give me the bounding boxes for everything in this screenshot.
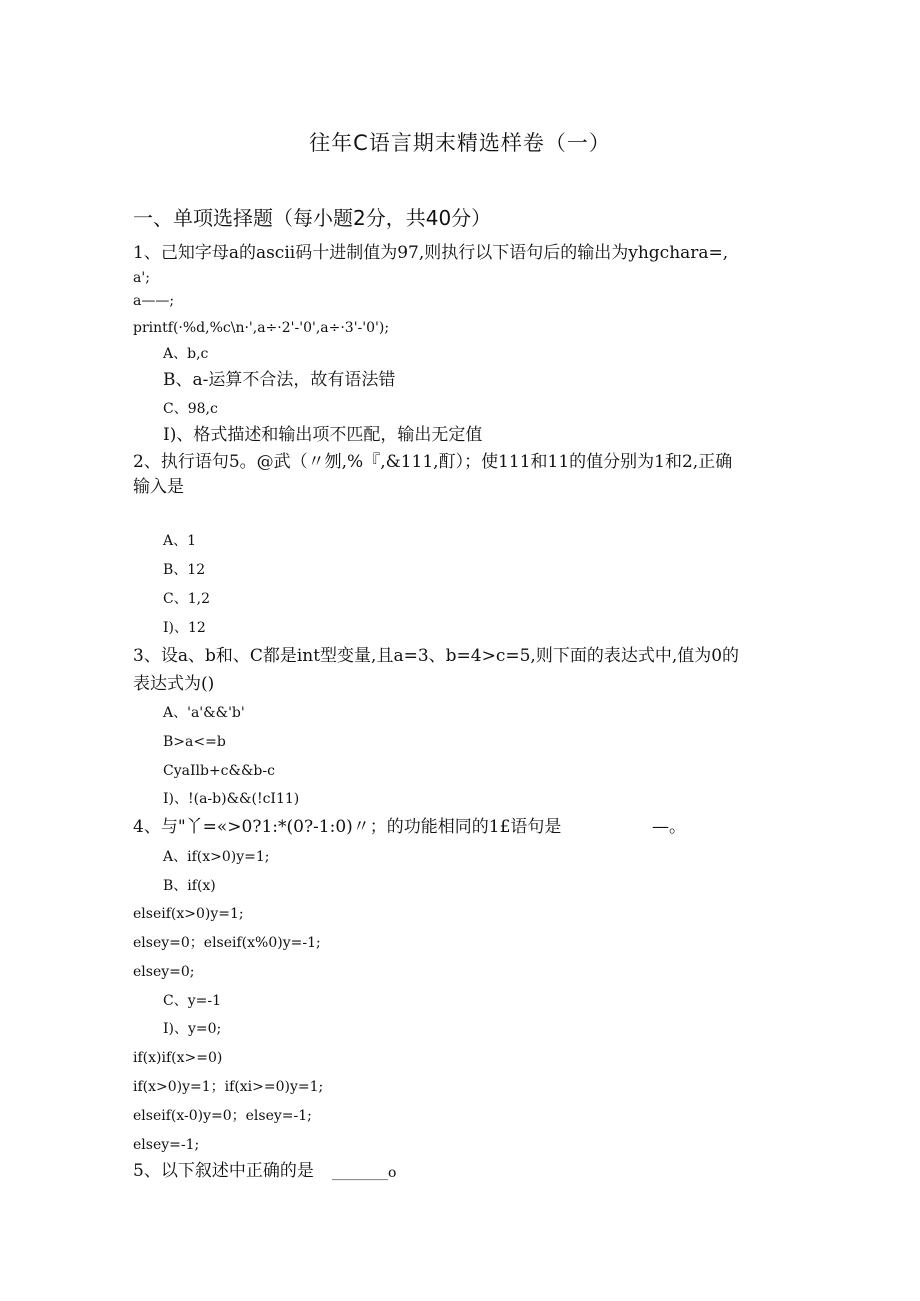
q3-stem-line-1: 3、设a、b和、C都是int型变量,且a=3、b=4>c=5,则下面的表达式中,值为0的	[133, 646, 740, 666]
q4-option-b-line-1: elseif(x>0)y=1;	[133, 906, 244, 922]
section-heading: 一、单项选择题（每小题2分，共40分）	[133, 206, 492, 230]
q4-stem-line-1: 4、与"丫=«>0?1:*(0?-1:0)〃；的功能相同的1£语句是	[133, 817, 562, 837]
q1-code-line-2: printf(·%d,%c\n·',a÷·2'-'0',a÷·3'-'0');	[133, 320, 390, 336]
q5-stem-blank: ________o	[332, 1165, 397, 1181]
q3-stem-line-2: 表达式为()	[133, 674, 215, 694]
q2-option-d: I)、12	[163, 620, 206, 636]
q2-option-b: B、12	[163, 562, 206, 578]
q4-option-b-line-3: elsey=0;	[133, 964, 195, 980]
q1-option-d: I)、格式描述和输出项不匹配，输出无定值	[163, 425, 483, 445]
q3-option-a: A、'a'&&'b'	[163, 705, 245, 721]
page-title: 往年C语言期末精选样卷（一）	[309, 131, 611, 155]
q3-option-c: CyaIlb+c&&b-c	[163, 763, 275, 779]
q4-option-b: B、if(x)	[163, 878, 216, 894]
q1-stem-line-1: 1、己知字母a的ascii码十进制值为97,则执行以下语句后的输出为yhgchara=,	[133, 243, 729, 263]
q3-option-b: B>a<=b	[163, 734, 226, 750]
q4-option-d: I)、y=0;	[163, 1021, 222, 1037]
q1-option-b: B、a-运算不合法，故有语法错	[163, 370, 396, 390]
q4-option-d-line-1: if(x)if(x>=0)	[133, 1050, 223, 1066]
q2-stem-line-2: 输入是	[133, 477, 184, 497]
q4-option-d-line-4: elsey=-1;	[133, 1137, 200, 1153]
q1-stem-line-2: a';	[133, 270, 150, 286]
q4-option-b-line-2: elsey=0；elseif(x%0)y=-1;	[133, 935, 321, 951]
q1-option-a: A、b,c	[163, 346, 209, 362]
q2-option-a: A、1	[163, 533, 197, 549]
q4-option-c: C、y=-1	[163, 993, 221, 1009]
q4-option-d-line-2: if(x>0)y=1；if(xi>=0)y=1;	[133, 1079, 324, 1095]
q5-stem-line-1: 5、以下叙述中正确的是	[133, 1161, 314, 1181]
q4-stem-blank: —。	[652, 817, 686, 837]
q1-code-line-1: a——;	[133, 293, 175, 309]
q4-option-d-line-3: elseif(x-0)y=0；elsey=-1;	[133, 1108, 312, 1124]
q3-option-d: I)、!(a-b)&&(!cI11)	[163, 791, 300, 807]
q2-option-c: C、1,2	[163, 591, 210, 607]
q1-option-c: C、98,c	[163, 401, 218, 417]
q4-option-a: A、if(x>0)y=1;	[163, 849, 270, 865]
q2-stem-line-1: 2、执行语句5。@武（〃刎,%『,&111,酊）；使111和11的值分别为1和2,正确	[133, 452, 733, 472]
